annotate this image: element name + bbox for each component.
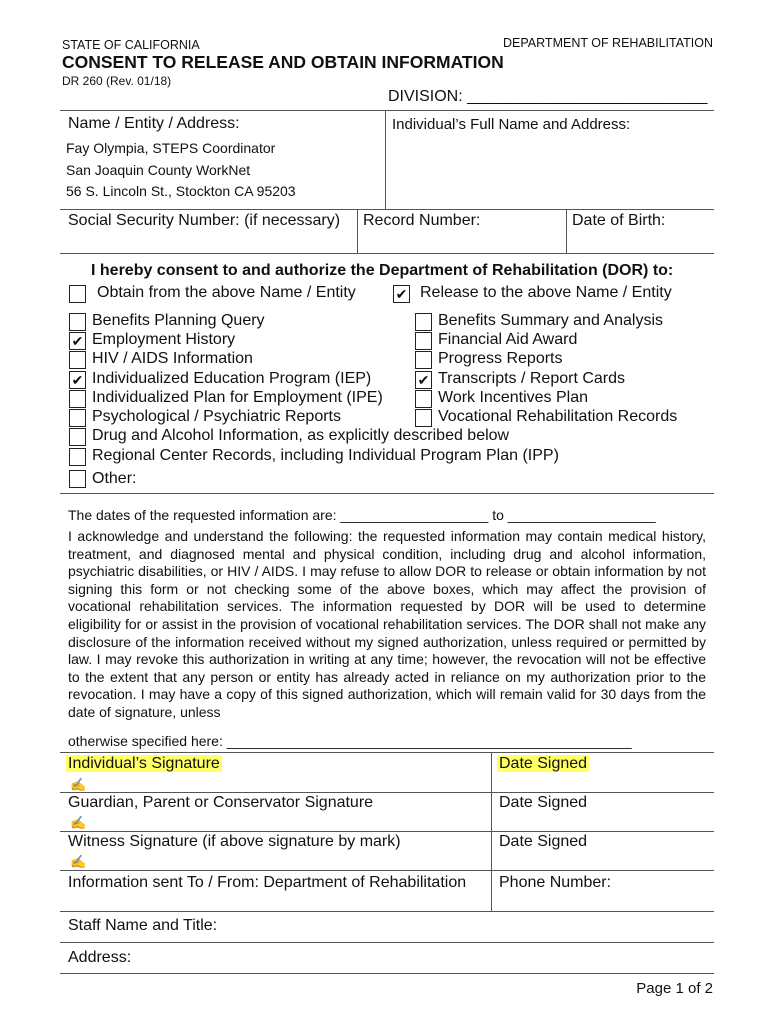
form-number: DR 260 (Rev. 01/18): [62, 74, 172, 88]
department-label: DEPARTMENT OF REHABILITATION: [503, 36, 713, 50]
form-title: CONSENT TO RELEASE AND OBTAIN INFORMATION: [62, 52, 504, 72]
otherwise-line[interactable]: otherwise specified here: ____________________________________________________: [68, 733, 632, 749]
option-label: Drug and Alcohol Information, as explicitly described below: [92, 427, 510, 444]
dates-line[interactable]: The dates of the requested information are: ___________________ to ___________________: [68, 507, 656, 523]
release-label: Release to the above Name / Entity: [420, 284, 672, 301]
divider: [60, 493, 714, 494]
divider: [357, 209, 358, 253]
divider: [60, 870, 714, 871]
divider: [60, 973, 714, 974]
option-label: Regional Center Records, including Individual Program Plan (IPP): [92, 447, 559, 464]
option-label: Benefits Summary and Analysis: [438, 312, 663, 329]
name-line-1[interactable]: Fay Olympia, STEPS Coordinator: [66, 140, 276, 156]
option-label: Progress Reports: [438, 350, 563, 367]
option-checkbox[interactable]: [415, 332, 432, 350]
divider: [60, 911, 714, 912]
consent-heading: I hereby consent to and authorize the Department of Rehabilitation (DOR) to:: [91, 262, 674, 279]
divider: [60, 792, 714, 793]
option-checkbox[interactable]: [69, 409, 86, 427]
divider: [60, 209, 714, 210]
name-line-2[interactable]: San Joaquin County WorkNet: [66, 162, 251, 178]
divider: [60, 942, 714, 943]
signature-pen-icon[interactable]: ✍: [70, 777, 87, 792]
option-checkbox[interactable]: [69, 313, 86, 331]
option-label: Employment History: [92, 331, 236, 348]
option-label: Benefits Planning Query: [92, 312, 265, 329]
divider: [60, 831, 714, 832]
dob-label: Date of Birth:: [572, 212, 666, 229]
option-checkbox[interactable]: [69, 448, 86, 466]
staff-name-label: Staff Name and Title:: [68, 917, 218, 934]
obtain-label: Obtain from the above Name / Entity: [97, 284, 356, 301]
signature-pen-icon[interactable]: ✍: [70, 815, 87, 830]
divider: [60, 253, 714, 254]
record-number-label: Record Number:: [363, 212, 481, 229]
divider: [385, 110, 386, 209]
name-entity-label: Name / Entity / Address:: [68, 115, 240, 132]
option-checkbox[interactable]: ✔: [69, 332, 86, 350]
option-checkbox[interactable]: [69, 470, 86, 488]
option-label: Individualized Education Program (IEP): [92, 370, 372, 387]
divider: [60, 752, 714, 753]
divider: [566, 209, 567, 253]
option-checkbox[interactable]: [69, 428, 86, 446]
option-label: Work Incentives Plan: [438, 389, 588, 406]
option-checkbox[interactable]: [69, 390, 86, 408]
obtain-checkbox[interactable]: [69, 285, 86, 303]
phone-number-label: Phone Number:: [499, 874, 612, 891]
individual-signature-label: Individual’s Signature: [68, 755, 220, 772]
witness-signature-label: Witness Signature (if above signature by mark): [68, 833, 401, 850]
guardian-date-signed-label: Date Signed: [499, 794, 588, 811]
individual-date-signed-label: Date Signed: [499, 755, 588, 772]
info-sent-label: Information sent To / From: Department of Rehabilitation: [68, 874, 467, 891]
state-label: STATE OF CALIFORNIA: [62, 38, 200, 52]
ssn-label: Social Security Number: (if necessary): [68, 212, 341, 229]
acknowledgement-text: I acknowledge and understand the following: the requested information may contain medical history, treatment, and diagnosed mental and physical condition, including drug and alcohol information, psychiatric disabilities, or HIV / AIDS. I may refuse to allow DOR to release or obtain information by not signing this form or not checking some of the above boxes, which may affect the provision of vocational rehabilitation services. The information requested by DOR will be used to determine eligibility for or assist in the provision of vocational rehabilitation services. The DOR shall not make any disclosure of the information received without my signed authorization, unless required or permitted by law. I may revoke this authorization in writing at any time; however, the revocation will not be effective to the extent that any person or entity has already acted in reliance on my authorization prior to the revocation. I may have a copy of this signed authorization, which will remain valid for 30 days from the date of signature, unless: [68, 528, 706, 720]
option-label: Vocational Rehabilitation Records: [438, 408, 678, 425]
address-label: Address:: [68, 949, 132, 966]
signature-pen-icon[interactable]: ✍: [70, 854, 87, 869]
guardian-signature-label: Guardian, Parent or Conservator Signature: [68, 794, 374, 811]
option-checkbox[interactable]: [415, 313, 432, 331]
option-checkbox[interactable]: [415, 351, 432, 369]
individual-label: Individual’s Full Name and Address:: [392, 116, 631, 133]
option-label: Individualized Plan for Employment (IPE): [92, 389, 383, 406]
witness-date-signed-label: Date Signed: [499, 833, 588, 850]
option-label: Financial Aid Award: [438, 331, 578, 348]
option-checkbox[interactable]: ✔: [415, 371, 432, 389]
divider: [60, 110, 714, 111]
option-label: Other:: [92, 470, 137, 487]
option-label: Transcripts / Report Cards: [438, 370, 626, 387]
option-label: HIV / AIDS Information: [92, 350, 253, 367]
name-line-3[interactable]: 56 S. Lincoln St., Stockton CA 95203: [66, 183, 296, 199]
option-checkbox[interactable]: [69, 351, 86, 369]
option-checkbox[interactable]: [415, 390, 432, 408]
division-field[interactable]: DIVISION: ___________________________: [388, 88, 708, 105]
option-label: Psychological / Psychiatric Reports: [92, 408, 341, 425]
page-number: Page 1 of 2: [636, 980, 713, 997]
release-checkbox[interactable]: ✔: [393, 285, 410, 303]
option-checkbox[interactable]: ✔: [69, 371, 86, 389]
option-checkbox[interactable]: [415, 409, 432, 427]
